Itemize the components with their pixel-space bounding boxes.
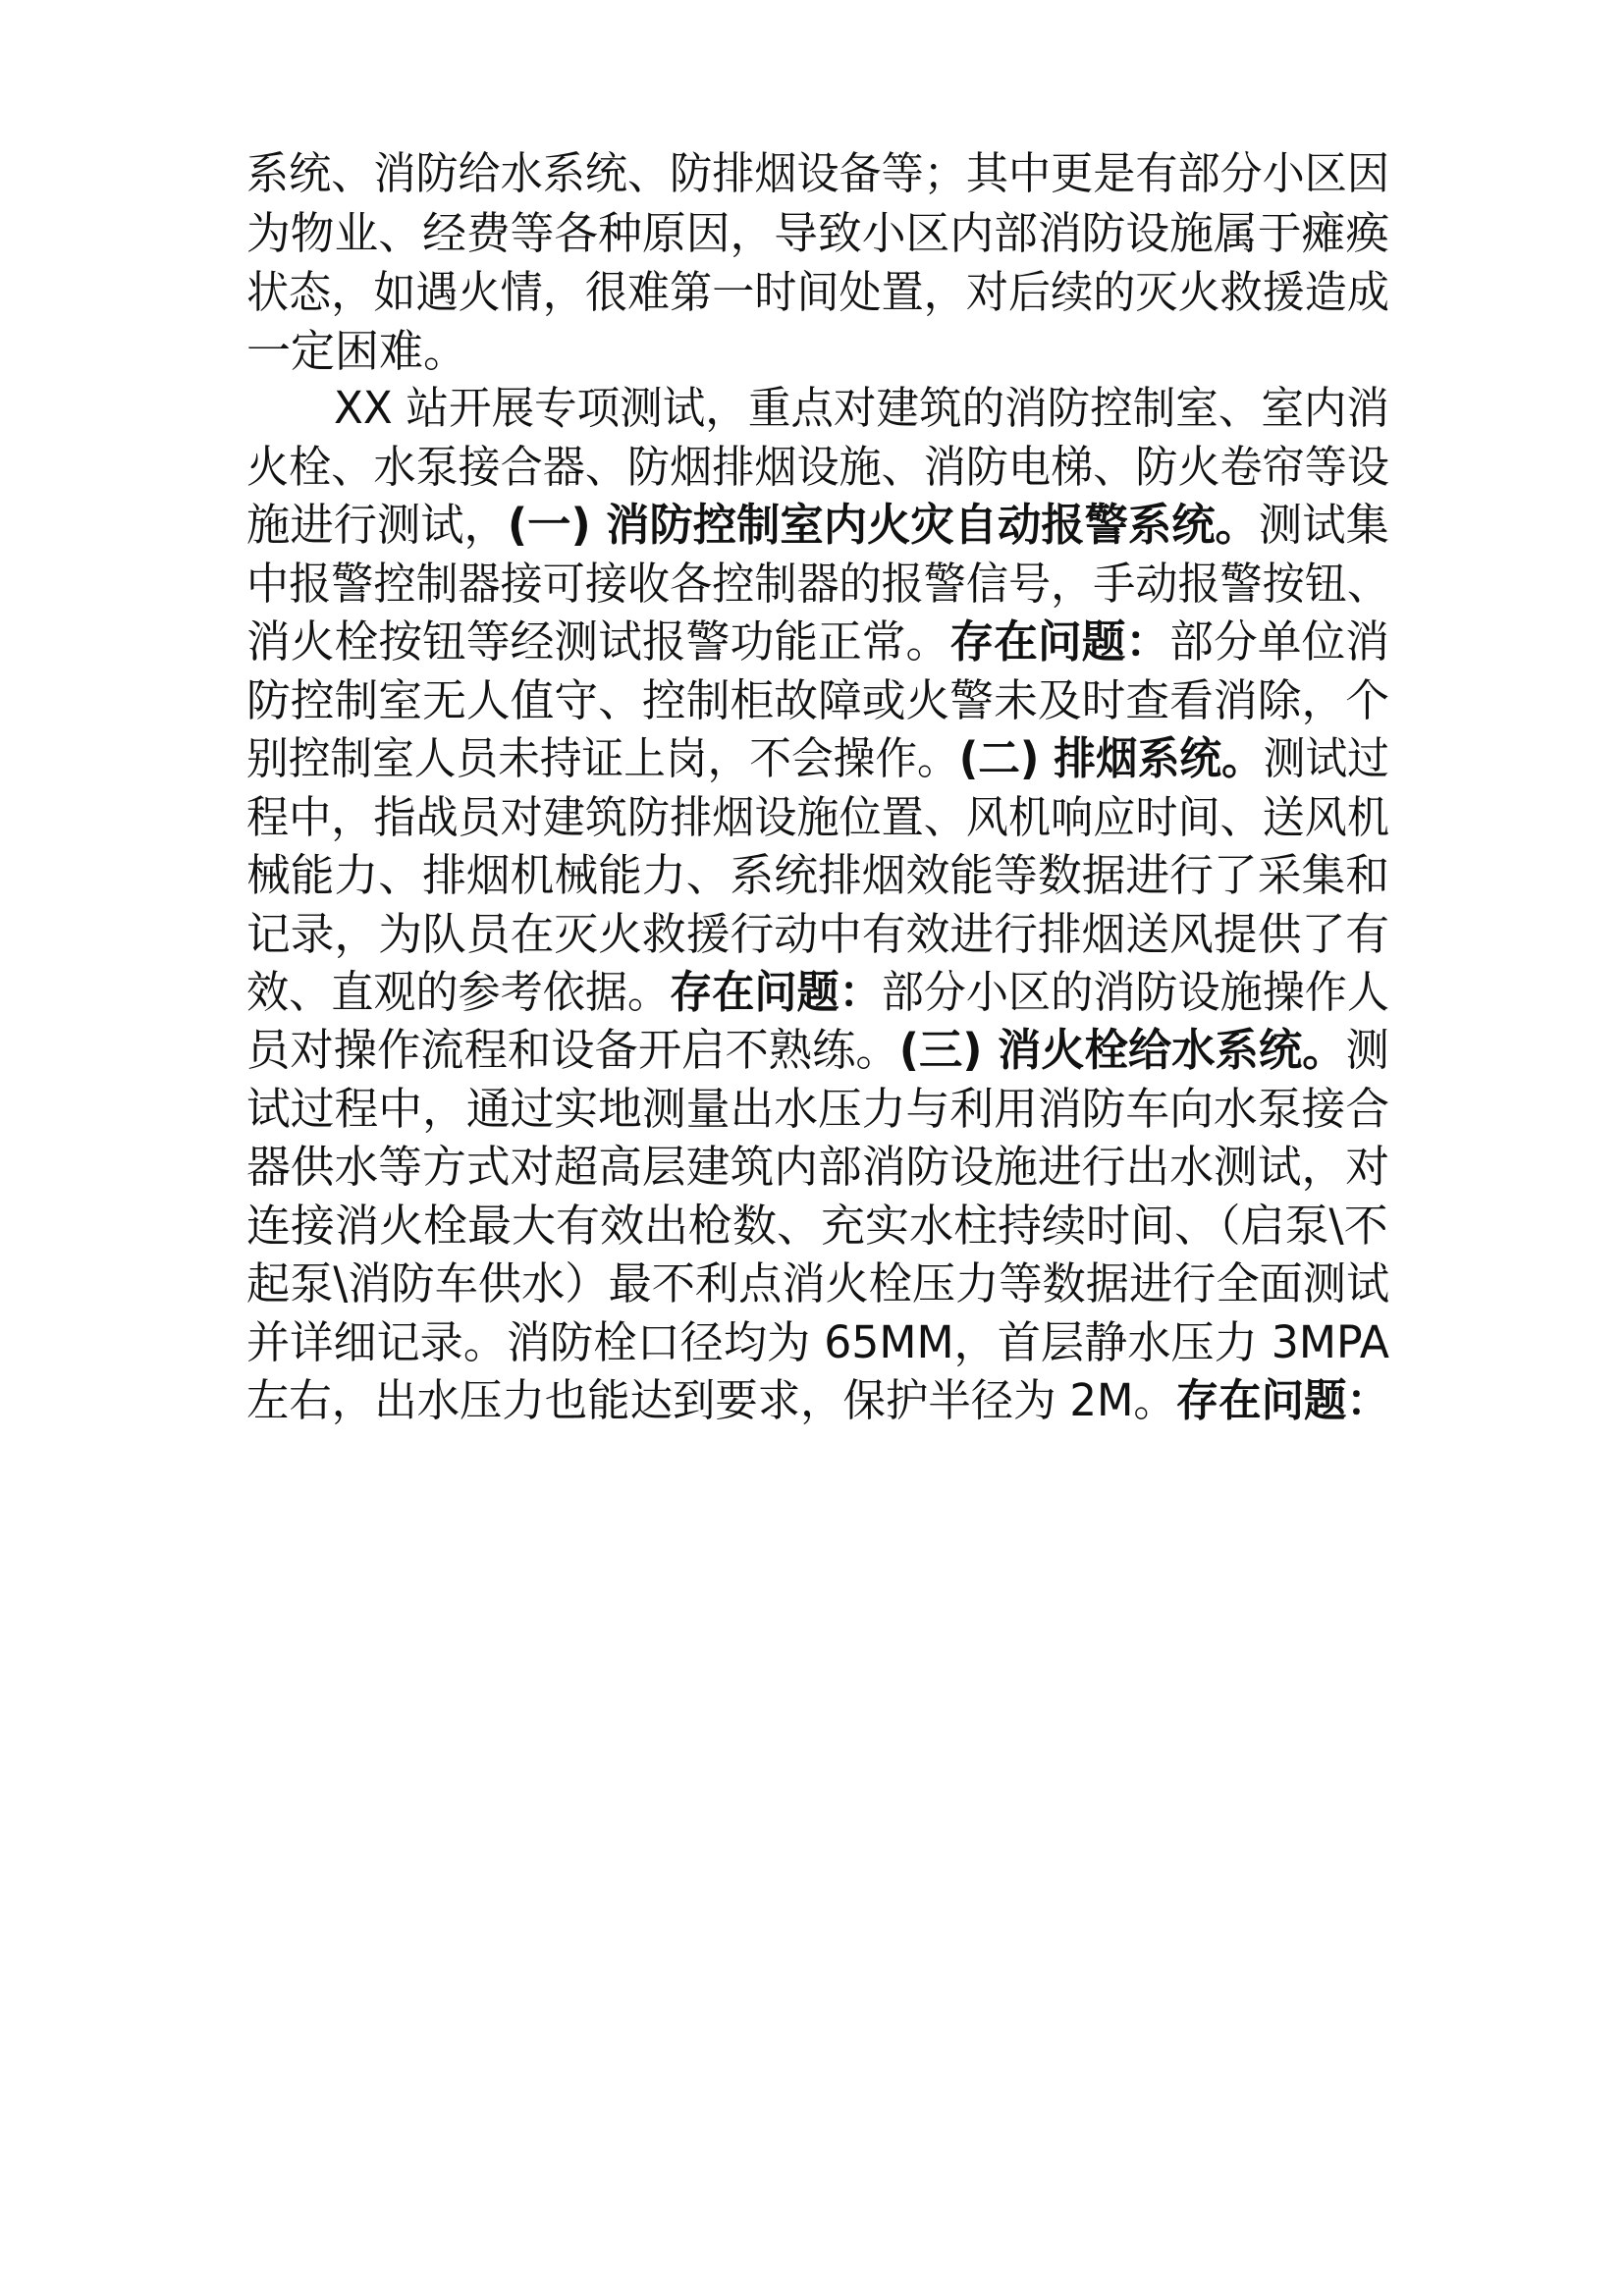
line-text: 试过程中，通过实地测量出水压力与利用消防车向水泵接合 xyxy=(246,1083,1390,1135)
section-heading-3: (三) 消火栓给水系统。 xyxy=(898,1024,1346,1076)
line-text: 起泵\消防车供水）最不利点消火栓压力等数据进行全面测试 xyxy=(246,1257,1390,1309)
body-line xyxy=(246,1080,1389,1139)
body-line xyxy=(246,788,1389,847)
line-text: 效、直观的参考依据。 xyxy=(246,966,671,1018)
body-line xyxy=(246,496,1389,555)
line-text: 连接消火栓最大有效出枪数、充实水柱持续时间、（启泵\不 xyxy=(246,1200,1388,1252)
issue-label: 存在问题： xyxy=(1175,1374,1389,1426)
line-text: 中报警控制器接可接收各控制器的报警信号，手动报警按钮、 xyxy=(246,558,1390,610)
body-line xyxy=(246,729,1389,788)
issue-label: 存在问题： xyxy=(949,615,1170,667)
section-heading-1: (一) 消防控制室内火灾自动报警系统。 xyxy=(507,499,1259,551)
body-line xyxy=(246,1255,1389,1313)
body-line xyxy=(246,963,1389,1022)
line-text: 消火栓按钮等经测试报警功能正常。 xyxy=(246,615,950,667)
line-text: 部分单位消 xyxy=(1169,615,1390,667)
body-line xyxy=(246,438,1389,497)
body-line xyxy=(246,555,1389,614)
body-line xyxy=(246,1021,1389,1080)
body-line xyxy=(246,846,1389,905)
line-text: XX 站开展专项测试，重点对建筑的消防控制室、室内消 xyxy=(334,382,1389,434)
line-text: 记录，为队员在灭火救援行动中有效进行排烟送风提供了有 xyxy=(246,908,1390,960)
line-text: 测 xyxy=(1345,1024,1389,1076)
line-text: 防控制室无人值守、控制柜故障或火警未及时查看消除，个 xyxy=(246,674,1390,726)
line-text: 系统、消防给水系统、防排烟设备等；其中更是有部分小区因 xyxy=(246,147,1390,199)
body-line xyxy=(246,144,1389,203)
line-text: 测试集 xyxy=(1258,499,1389,551)
line-text: 左右，出水压力也能达到要求，保护半径为 2M。 xyxy=(246,1374,1176,1426)
body-line xyxy=(246,905,1389,964)
line-text: 器供水等方式对超高层建筑内部消防设施进行出水测试，对 xyxy=(246,1141,1390,1193)
line-text: 程中，指战员对建筑防排烟设施位置、风机响应时间、送风机 xyxy=(246,791,1390,843)
body-line xyxy=(246,322,467,381)
section-heading-2: (二) 排烟系统。 xyxy=(958,732,1264,784)
line-text: 状态，如遇火情，很难第一时间处置，对后续的灭火救援造成 xyxy=(246,266,1390,318)
body-line xyxy=(246,204,1389,263)
paragraph-first-line xyxy=(334,379,1389,438)
line-text: 一定困难。 xyxy=(246,325,468,377)
body-line xyxy=(246,613,1389,671)
line-text: 测试过 xyxy=(1263,732,1389,784)
line-text: 员对操作流程和设备开启不熟练。 xyxy=(246,1024,899,1076)
body-line xyxy=(246,1313,1389,1372)
line-text: 并详细记录。消防栓口径均为 65MM，首层静水压力 3MPA xyxy=(246,1316,1390,1368)
line-text: 施进行测试， xyxy=(246,499,508,551)
body-line xyxy=(246,1371,1389,1430)
issue-label: 存在问题： xyxy=(670,966,882,1018)
line-text: 别控制室人员未持证上岗，不会操作。 xyxy=(246,732,959,784)
line-text: 部分小区的消防设施操作人 xyxy=(881,966,1390,1018)
line-text: 为物业、经费等各种原因，导致小区内部消防设施属于瘫痪 xyxy=(246,207,1390,259)
body-line xyxy=(246,263,1389,322)
body-line xyxy=(246,1197,1388,1255)
line-text: 械能力、排烟机械能力、系统排烟效能等数据进行了采集和 xyxy=(246,849,1390,901)
body-line xyxy=(246,671,1389,730)
line-text: 火栓、水泵接合器、防烟排烟设施、消防电梯、防火卷帘等设 xyxy=(246,441,1390,493)
body-line xyxy=(246,1138,1389,1197)
